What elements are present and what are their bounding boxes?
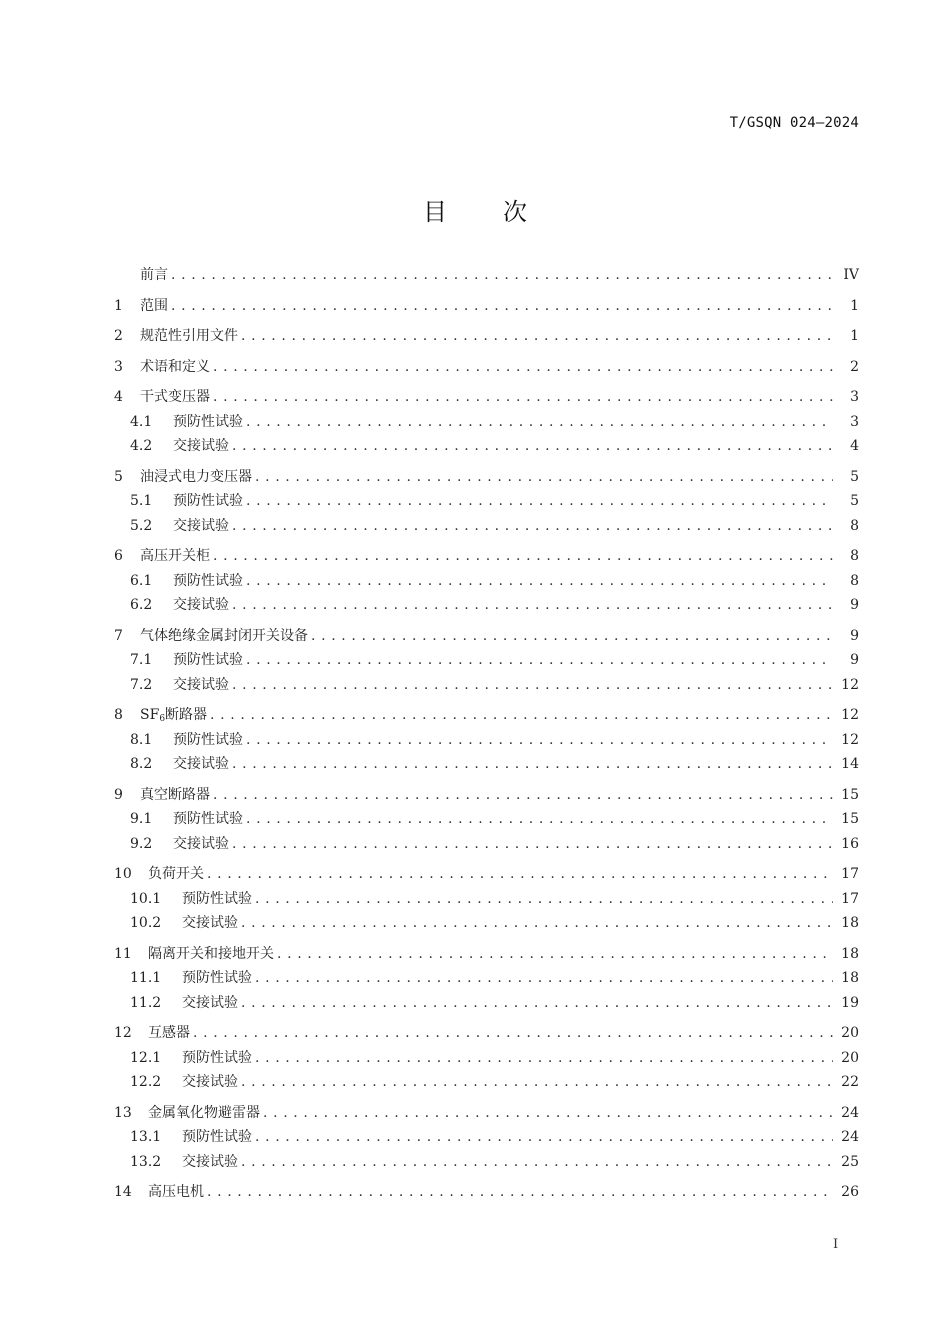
toc-entry-title: 预防性试验 — [173, 572, 243, 589]
toc-entry[interactable] — [114, 1180, 859, 1205]
toc-entry[interactable] — [114, 355, 859, 380]
toc-entry-page: 20 — [841, 1025, 859, 1041]
toc-entry-title: 互感器 — [148, 1025, 190, 1041]
toc-entry-number: 14 — [114, 1184, 132, 1200]
toc-subentry[interactable] — [114, 832, 859, 857]
toc-entry[interactable] — [114, 1021, 859, 1046]
toc-entry-number: 5.1 — [130, 493, 153, 509]
dot-leader — [255, 1046, 833, 1071]
toc-entry-number: 10.2 — [130, 915, 162, 931]
dot-leader — [241, 1150, 833, 1175]
document-code: T/GSQN 024—2024 — [729, 115, 859, 131]
dot-leader — [255, 966, 833, 991]
toc-entry-page: 17 — [841, 866, 859, 882]
dot-leader — [263, 1101, 833, 1126]
dot-leader — [207, 862, 833, 887]
dot-leader — [213, 385, 833, 410]
toc-entry-number: 4 — [114, 389, 123, 405]
toc-subentry[interactable] — [114, 1150, 859, 1175]
toc-entry-page: 12 — [841, 707, 859, 723]
toc-entry-title: 预防性试验 — [182, 890, 252, 907]
toc-entry-page: 8 — [850, 517, 859, 534]
toc-subentry[interactable] — [114, 673, 859, 698]
dot-leader — [241, 911, 833, 936]
dot-leader — [171, 294, 833, 319]
toc-entry-title: 真空断路器 — [140, 786, 210, 803]
toc-entry-title: 负荷开关 — [148, 866, 204, 882]
toc-entry-title: 预防性试验 — [173, 413, 243, 430]
toc-entry[interactable] — [114, 263, 859, 288]
toc-entry-number: 12.2 — [130, 1074, 162, 1090]
toc-entry-page: 4 — [850, 438, 859, 454]
toc-entry-title: 交接试验 — [173, 835, 229, 852]
toc-entry-page: 9 — [850, 627, 859, 644]
toc-entry-number: 8 — [114, 707, 123, 723]
toc-entry-page: 17 — [841, 890, 859, 907]
page-title — [0, 192, 950, 227]
dot-leader — [232, 752, 833, 777]
toc-entry-page: 19 — [841, 994, 859, 1011]
dot-leader — [255, 1125, 833, 1150]
toc-entry-page: 8 — [850, 572, 859, 589]
dot-leader — [255, 465, 833, 490]
toc-entry-title: 预防性试验 — [173, 811, 243, 827]
toc-entry-page: 16 — [841, 835, 859, 852]
toc-entry-title: 规范性引用文件 — [140, 328, 238, 344]
toc-subentry[interactable] — [114, 569, 859, 594]
toc-subentry[interactable] — [114, 434, 859, 459]
toc-entry-title: 高压电机 — [148, 1184, 204, 1200]
toc-entry-title-prefix: SF — [140, 707, 160, 723]
dot-leader — [241, 991, 833, 1016]
toc-subentry[interactable] — [114, 887, 859, 912]
toc-entry-number: 6.1 — [130, 572, 153, 589]
toc-entry-title: 预防性试验 — [182, 970, 252, 986]
toc-entry[interactable] — [114, 1101, 859, 1126]
toc-entry-number: 8.2 — [130, 756, 153, 772]
toc-subentry[interactable] — [114, 1070, 859, 1095]
toc-subentry[interactable] — [114, 911, 859, 936]
toc-entry-title: 前言 — [140, 267, 168, 283]
toc-entry-number: 11.2 — [130, 994, 162, 1011]
toc-entry[interactable] — [114, 294, 859, 319]
dot-leader — [213, 544, 833, 569]
toc-entry[interactable] — [114, 862, 859, 887]
toc-entry-page: 12 — [841, 676, 859, 693]
toc-entry-page: 1 — [850, 297, 859, 314]
dot-leader — [246, 489, 833, 514]
dot-leader — [246, 569, 833, 594]
dot-leader — [246, 728, 833, 753]
toc-subentry[interactable] — [114, 728, 859, 753]
toc-entry-number: 6.2 — [130, 597, 153, 613]
toc-entry[interactable] — [114, 544, 859, 569]
toc-entry-title: 预防性试验 — [182, 1129, 252, 1145]
toc-subentry[interactable] — [114, 1125, 859, 1150]
toc-entry-page: 18 — [841, 915, 859, 931]
toc-subentry[interactable] — [114, 593, 859, 618]
toc-entry-number: 13 — [114, 1104, 132, 1121]
toc-entry-title: 预防性试验 — [173, 652, 243, 668]
toc-entry[interactable] — [114, 942, 859, 967]
toc-entry-number: 4.2 — [130, 438, 153, 454]
toc-entry-page: 26 — [841, 1184, 859, 1200]
toc-entry-page: 8 — [850, 548, 859, 564]
toc-subentry[interactable] — [114, 991, 859, 1016]
toc-entry-title: 金属氧化物避雷器 — [148, 1104, 260, 1121]
toc-entry-page: 9 — [850, 652, 859, 668]
dot-leader — [277, 942, 833, 967]
page-title-char-1: 目 — [423, 198, 447, 226]
toc-entry-number: 7.1 — [130, 652, 153, 668]
dot-leader — [246, 807, 833, 832]
toc-entry-number: 13.2 — [130, 1153, 162, 1170]
toc-entry-title: 预防性试验 — [173, 731, 243, 748]
toc-entry-page: 9 — [850, 597, 859, 613]
toc-entry-number: 3 — [114, 358, 123, 375]
toc-subentry[interactable] — [114, 489, 859, 514]
toc-entry-title: 交接试验 — [182, 915, 238, 931]
toc-entry-page: 3 — [850, 413, 859, 430]
toc-entry-title: 交接试验 — [173, 517, 229, 534]
toc-entry-page: 18 — [841, 945, 859, 962]
dot-leader — [232, 832, 833, 857]
toc-entry[interactable] — [114, 624, 859, 649]
page-title-char-2: 次 — [503, 198, 527, 226]
toc-subentry[interactable] — [114, 514, 859, 539]
toc-entry-number: 1 — [114, 297, 123, 314]
dot-leader — [213, 783, 833, 808]
dot-leader — [311, 624, 833, 649]
toc-entry-title: 交接试验 — [182, 1074, 238, 1090]
toc-entry-title-subscript: 6 — [159, 714, 166, 724]
toc-entry-number: 7.2 — [130, 676, 153, 693]
dot-leader — [246, 648, 833, 673]
toc-entry-number: 12.1 — [130, 1049, 162, 1066]
toc-entry-number: 11.1 — [130, 970, 162, 986]
toc-entry-page: 22 — [841, 1074, 859, 1090]
toc-entry-number: 10 — [114, 866, 132, 882]
toc-entry-title: 交接试验 — [173, 676, 229, 693]
toc-entry[interactable] — [114, 465, 859, 490]
toc-entry-title: 交接试验 — [173, 438, 229, 454]
toc-entry-title: 交接试验 — [182, 994, 238, 1011]
toc-entry-number: 13.1 — [130, 1129, 162, 1145]
toc-entry-page: 14 — [841, 756, 859, 772]
toc-subentry[interactable] — [114, 410, 859, 435]
toc-subentry[interactable] — [114, 966, 859, 991]
toc-entry-number: 5 — [114, 468, 123, 485]
dot-leader — [246, 410, 833, 435]
table-of-contents — [114, 263, 859, 1205]
toc-entry-page: 24 — [841, 1104, 859, 1121]
dot-leader — [232, 514, 833, 539]
toc-entry-number: 9 — [114, 786, 123, 803]
toc-entry-number: 7 — [114, 627, 123, 644]
toc-entry-number: 6 — [114, 548, 123, 564]
dot-leader — [210, 703, 833, 728]
toc-entry[interactable] — [114, 783, 859, 808]
toc-entry-page: 15 — [841, 786, 859, 803]
toc-entry-title: 预防性试验 — [182, 1049, 252, 1066]
toc-entry-page: 3 — [850, 389, 859, 405]
toc-entry-page: IV — [843, 267, 859, 283]
toc-entry-number: 5.2 — [130, 517, 153, 534]
toc-entry-page: 2 — [850, 358, 859, 375]
dot-leader — [171, 263, 833, 288]
dot-leader — [232, 593, 833, 618]
toc-entry-page: 18 — [841, 970, 859, 986]
toc-entry-number: 9.2 — [130, 835, 153, 852]
toc-entry-title: 术语和定义 — [140, 358, 210, 375]
toc-entry-page: 1 — [850, 328, 859, 344]
toc-entry[interactable] — [114, 324, 859, 349]
dot-leader — [207, 1180, 833, 1205]
toc-subentry[interactable] — [114, 807, 859, 832]
toc-entry-title: 预防性试验 — [173, 493, 243, 509]
toc-entry-page: 5 — [850, 468, 859, 485]
footer-page-number: I — [833, 1237, 839, 1252]
toc-subentry[interactable] — [114, 1046, 859, 1071]
toc-entry-number: 10.1 — [130, 890, 162, 907]
toc-entry-title: 气体绝缘金属封闭开关设备 — [140, 627, 308, 644]
toc-entry-title-text: 断路器 — [165, 707, 208, 723]
toc-entry[interactable] — [114, 385, 859, 410]
toc-entry-page: 12 — [841, 731, 859, 748]
toc-entry-title: 干式变压器 — [140, 389, 210, 405]
dot-leader — [241, 1070, 833, 1095]
toc-subentry[interactable] — [114, 752, 859, 777]
toc-entry-title: 交接试验 — [173, 756, 229, 772]
toc-entry-number: 2 — [114, 328, 123, 344]
dot-leader — [255, 887, 833, 912]
toc-entry-number: 9.1 — [130, 811, 153, 827]
dot-leader — [213, 355, 833, 380]
toc-entry-page: 20 — [841, 1049, 859, 1066]
toc-entry-page: 24 — [841, 1129, 859, 1145]
toc-entry-title: 范围 — [140, 297, 168, 314]
toc-entry-number: 12 — [114, 1025, 132, 1041]
toc-entry-page: 5 — [850, 493, 859, 509]
toc-entry-title: 交接试验 — [182, 1153, 238, 1170]
toc-entry-number: 8.1 — [130, 731, 153, 748]
toc-entry-title: 交接试验 — [173, 597, 229, 613]
dot-leader — [241, 324, 833, 349]
toc-subentry[interactable] — [114, 648, 859, 673]
toc-entry-number: 11 — [114, 945, 132, 962]
dot-leader — [232, 434, 833, 459]
toc-entry-title: 油浸式电力变压器 — [140, 468, 252, 485]
toc-entry[interactable] — [114, 703, 859, 728]
dot-leader — [232, 673, 833, 698]
toc-entry-title: 高压开关柜 — [140, 548, 210, 564]
toc-entry-page: 15 — [841, 811, 859, 827]
toc-entry-number: 4.1 — [130, 413, 153, 430]
dot-leader — [193, 1021, 833, 1046]
toc-entry-page: 25 — [841, 1153, 859, 1170]
toc-entry-title: 隔离开关和接地开关 — [148, 945, 274, 962]
